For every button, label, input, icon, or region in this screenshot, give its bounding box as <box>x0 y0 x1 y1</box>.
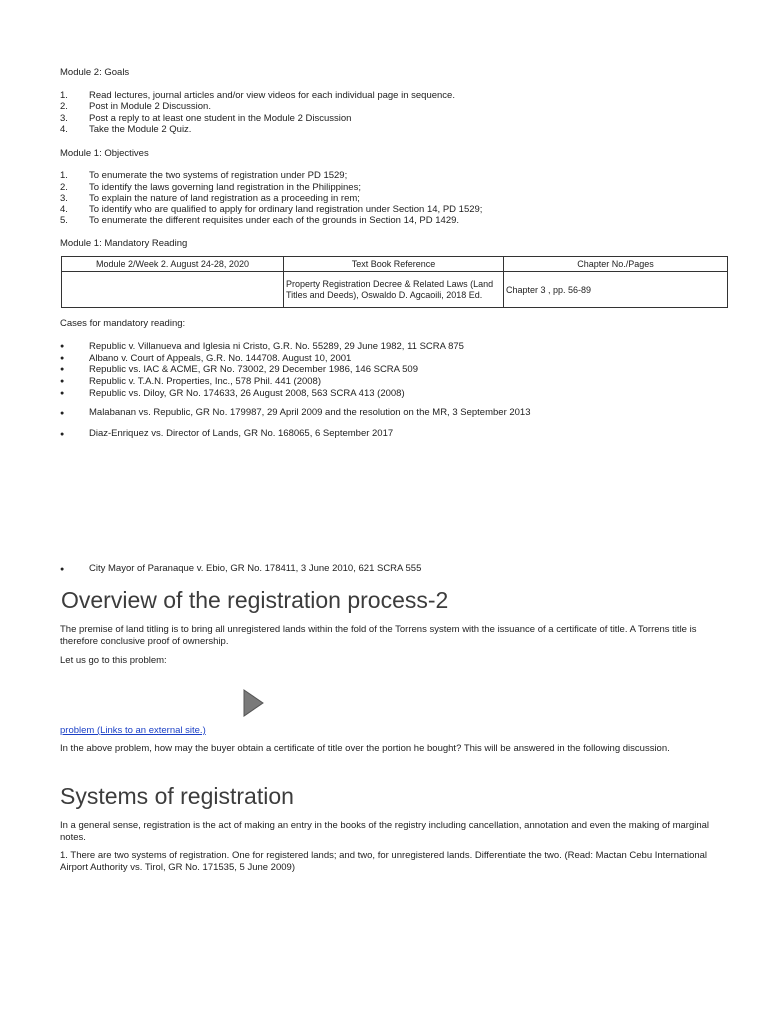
list-number: 4. <box>60 124 68 135</box>
case-item: Republic vs. Diloy, GR No. 174633, 26 August 2008, 563 SCRA 413 (2008) <box>89 388 405 399</box>
list-number: 2. <box>60 182 68 193</box>
systems-paragraph: In a general sense, registration is the act of making an entry in the books of the registry including cancellation, annotation and even the making of marginal notes. <box>60 820 710 843</box>
mandatory-reading-table <box>61 256 728 308</box>
list-item: Post a reply to at least one student in the Module 2 Discussion <box>89 113 352 124</box>
problem-link[interactable]: problem (Links to an external site.) <box>60 725 206 736</box>
table-row <box>62 272 728 308</box>
module2-goals-heading: Module 2: Goals <box>60 67 130 78</box>
table-header: Module 2/Week 2. August 24-28, 2020 <box>62 257 284 272</box>
overview-title: Overview of the registration process-2 <box>61 587 449 613</box>
table-cell <box>62 272 284 308</box>
overview-question: In the above problem, how may the buyer obtain a certificate of title over the portion he bought? This will be answered in the following discussion. <box>60 743 670 754</box>
list-item: Read lectures, journal articles and/or view videos for each individual page in sequence. <box>89 90 455 101</box>
bullet: ● <box>60 343 65 350</box>
case-item: Republic vs. IAC & ACME, GR No. 73002, 29 December 1986, 146 SCRA 509 <box>89 364 418 375</box>
table-cell: Chapter 3 , pp. 56-89 <box>504 272 728 308</box>
list-number: 2. <box>60 101 68 112</box>
table-header: Text Book Reference <box>284 257 504 272</box>
table-header: Chapter No./Pages <box>504 257 728 272</box>
bullet: ● <box>60 431 65 438</box>
systems-question: 1. There are two systems of registration. One for registered lands; and two, for unregistered lands. Differentiate the two. (Read: Mactan Cebu International Airport Authority vs. Tirol, GR No. 171535, 5 June 2009) <box>60 850 708 873</box>
bullet: ● <box>60 566 65 573</box>
list-item: Take the Module 2 Quiz. <box>89 124 192 135</box>
case-item: City Mayor of Paranaque v. Ebio, GR No. 178411, 3 June 2010, 621 SCRA 555 <box>89 563 422 574</box>
bullet: ● <box>60 366 65 373</box>
table-header-row <box>62 257 728 272</box>
list-item: To enumerate the different requisites under each of the grounds in Section 14, PD 1429. <box>89 215 460 226</box>
case-item: Albano v. Court of Appeals, G.R. No. 144708. August 10, 2001 <box>89 353 352 364</box>
table-cell: Property Registration Decree & Related Laws (Land Titles and Deeds), Oswaldo D. Agcaoili, 2018 Ed. <box>284 272 504 308</box>
cases-heading: Cases for mandatory reading: <box>60 318 186 329</box>
bullet: ● <box>60 390 65 397</box>
overview-paragraph: The premise of land titling is to bring all unregistered lands within the fold of the Torrens system with the issuance of a certificate of title. A Torrens title is therefore conclusive proof of ownership. <box>60 624 697 647</box>
bullet: ● <box>60 355 65 362</box>
list-item: To enumerate the two systems of registration under PD 1529; <box>89 170 348 181</box>
list-item: To explain the nature of land registration as a proceeding in rem; <box>89 193 360 204</box>
list-number: 1. <box>60 170 68 181</box>
bullet: ● <box>60 378 65 385</box>
list-number: 3. <box>60 113 68 124</box>
list-number: 3. <box>60 193 68 204</box>
play-icon[interactable] <box>241 688 265 718</box>
list-item: To identify the laws governing land registration in the Philippines; <box>89 182 361 193</box>
list-item: To identify who are qualified to apply for ordinary land registration under Section 14, PD 1529; <box>89 204 483 215</box>
case-item: Republic v. T.A.N. Properties, Inc., 578 Phil. 441 (2008) <box>89 376 321 387</box>
bullet: ● <box>60 410 65 417</box>
systems-title: Systems of registration <box>60 783 294 809</box>
case-item: Diaz-Enriquez vs. Director of Lands, GR No. 168065, 6 September 2017 <box>89 428 394 439</box>
list-number: 5. <box>60 215 68 226</box>
case-item: Malabanan vs. Republic, GR No. 179987, 29 April 2009 and the resolution on the MR, 3 September 2013 <box>89 407 531 418</box>
list-item: Post in Module 2 Discussion. <box>89 101 211 112</box>
overview-prompt: Let us go to this problem: <box>60 655 167 666</box>
module1-objectives-heading: Module 1: Objectives <box>60 148 149 159</box>
list-number: 1. <box>60 90 68 101</box>
list-number: 4. <box>60 204 68 215</box>
case-item: Republic v. Villanueva and Iglesia ni Cristo, G.R. No. 55289, 29 June 1982, 11 SCRA 875 <box>89 341 464 352</box>
mandatory-reading-heading: Module 1: Mandatory Reading <box>60 238 188 249</box>
